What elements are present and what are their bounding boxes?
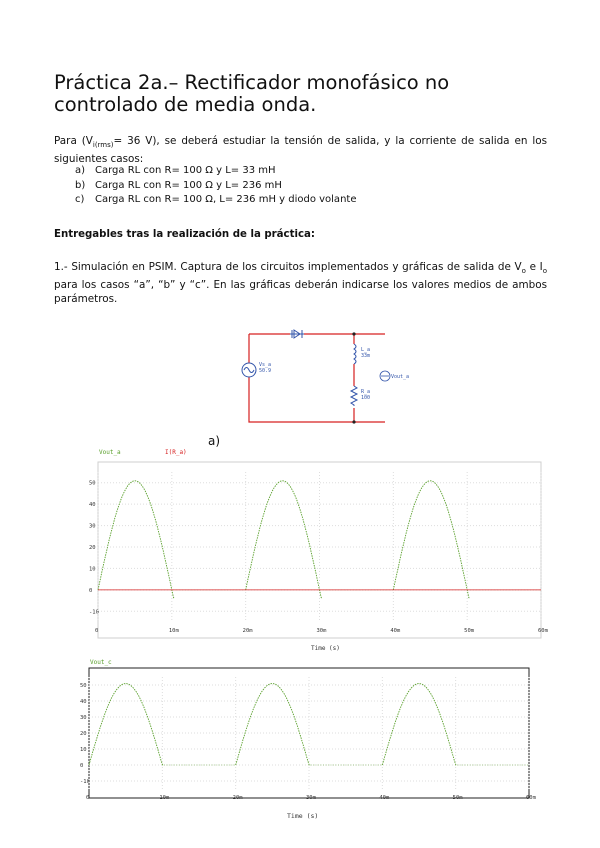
y-tick-label: 10 [80, 747, 87, 753]
page-title: Práctica 2a.– Rectificador monofásico no controlado de media onda. [54, 71, 450, 116]
y-tick-label: 20 [80, 731, 87, 737]
x-tick-label: 50m [452, 795, 463, 801]
y-tick-label: 0 [89, 587, 93, 594]
list-item: a) Carga RL con R= 100 Ω y L= 33 mH [75, 165, 276, 176]
x-tick-label: 0 [86, 795, 90, 801]
legend-entry: I(R_a) [165, 449, 187, 456]
chart-vout-a [85, 442, 555, 652]
y-tick-label: 0 [80, 763, 84, 769]
y-tick-label: 10 [89, 566, 96, 573]
x-axis-label: Time (s) [311, 645, 340, 652]
resistor-label: R_a [361, 389, 371, 395]
diode-icon [290, 330, 304, 338]
list-item: b) Carga RL con R= 100 Ω y L= 236 mH [75, 179, 282, 191]
y-tick-label: 50 [89, 480, 96, 487]
y-tick-label: 30 [80, 715, 87, 721]
circuit-schematic [230, 322, 410, 432]
x-tick-label: 30m [316, 628, 327, 634]
x-tick-label: 30m [306, 795, 316, 801]
deliverable-item-1: 1.- Simulación en PSIM. Captura de los circuitos implementados y gráficas de salida de $V_o$ e $I_o$ para los casos “a”, “b” y “c”. En las gráficas deberán indicarse los valores medios de ambos parámetros. [54, 261, 547, 306]
legend-entry: Vout_c [90, 659, 112, 666]
source-label: Vs_a [259, 362, 272, 368]
x-tick-label: 20m [242, 628, 253, 634]
y-tick-label: 40 [89, 502, 96, 509]
x-tick-label: 10m [159, 795, 170, 801]
figure-label: a) [208, 434, 221, 448]
y-tick-label: 30 [89, 523, 96, 530]
inductor-value: 33m [361, 353, 371, 359]
ac-source-icon [242, 363, 256, 377]
source-value: 50.9 [259, 368, 272, 374]
voltage-probe-icon [380, 371, 390, 381]
y-tick-label: 40 [80, 699, 87, 705]
x-tick-label: 50m [464, 628, 475, 634]
x-tick-label: 60m [526, 795, 536, 801]
deliverables-heading: Entregables tras la realización de la práctica: [54, 229, 315, 240]
legend-entry: Vout_a [99, 449, 121, 456]
cases-list [75, 164, 356, 208]
x-tick-label: 10m [168, 628, 179, 634]
y-tick-label: -10 [89, 609, 99, 616]
x-axis-label: Time (s) [287, 812, 319, 820]
resistor-icon [349, 386, 359, 408]
x-tick-label: 60m [538, 628, 548, 634]
inductor-label: L_a [361, 347, 371, 353]
x-tick-label: 20m [232, 795, 243, 801]
intro-paragraph: Para ($V_{i(rms)}= 36$ V), se deberá estudiar la tensión de salida, y la corriente de salida en los siguientes casos: [54, 135, 547, 166]
y-tick-label: -10 [80, 779, 90, 785]
chart-vout-c [76, 655, 536, 825]
list-item: c) Carga RL con R= 100 Ω, L= 236 mH y diodo volante [75, 194, 357, 205]
y-tick-label: 50 [80, 683, 87, 689]
y-tick-label: 20 [89, 545, 96, 551]
inductor-icon [349, 344, 359, 364]
x-tick-label: 40m [390, 628, 401, 634]
x-tick-label: 0 [95, 628, 99, 634]
probe-label: Vout_a [391, 374, 410, 380]
resistor-value: 100 [361, 395, 371, 401]
x-tick-label: 40m [379, 795, 390, 801]
